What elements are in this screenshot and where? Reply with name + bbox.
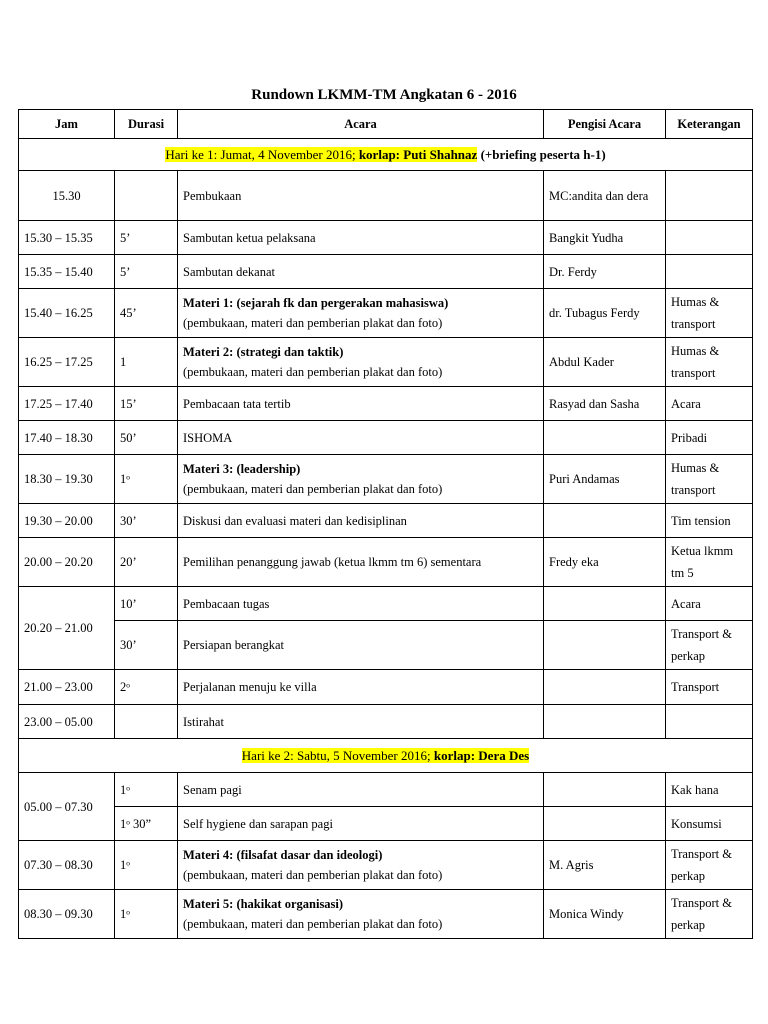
table-row [19, 171, 753, 221]
cell-keterangan: Tim tension [666, 504, 753, 538]
cell-durasi: 5’ [115, 221, 178, 255]
cell-durasi: 15’ [115, 387, 178, 421]
cell-jam: 19.30 – 20.00 [19, 504, 115, 538]
cell-acara [178, 289, 544, 338]
materi-title: Materi 3: (leadership) [183, 462, 301, 476]
cell-keterangan: Kak hana [666, 773, 753, 807]
pengisi-text: MC:andita dan dera [549, 188, 649, 203]
cell-acara: Pembukaan [178, 171, 544, 221]
cell-pengisi: Puri Andamas [544, 455, 666, 504]
cell-pengisi [544, 171, 666, 221]
cell-durasi: 1ᵒ [115, 455, 178, 504]
document-title: Rundown LKMM-TM Angkatan 6 - 2016 [251, 87, 517, 103]
cell-jam: 17.40 – 18.30 [19, 421, 115, 455]
table-row [19, 538, 753, 587]
cell-acara: Pemilihan penanggung jawab (ketua lkmm tm 6) sementara [178, 538, 544, 587]
cell-keterangan: Konsumsi [666, 807, 753, 841]
cell-acara: Istirahat [178, 705, 544, 739]
cell-keterangan: Transport [666, 670, 753, 705]
materi-title: Materi 5: (hakikat organisasi) [183, 897, 344, 911]
cell-keterangan: Humas & transport [666, 455, 753, 504]
cell-acara: Pembacaan tata tertib [178, 387, 544, 421]
materi-subtitle: (pembukaan, materi dan pemberian plakat dan foto) [183, 482, 443, 496]
cell-acara [178, 890, 544, 939]
cell-jam: 15.40 – 16.25 [19, 289, 115, 338]
cell-durasi: 10’ [115, 587, 178, 621]
cell-acara: Self hygiene dan sarapan pagi [178, 807, 544, 841]
table-row [19, 504, 753, 538]
cell-keterangan: Transport & perkap [666, 890, 753, 939]
table-row [19, 890, 753, 939]
cell-durasi: 30’ [115, 504, 178, 538]
cell-pengisi: Dr. Ferdy [544, 255, 666, 289]
cell-acara: Perjalanan menuju ke villa [178, 670, 544, 705]
cell-jam: 18.30 – 19.30 [19, 455, 115, 504]
cell-pengisi [544, 504, 666, 538]
cell-pengisi [544, 705, 666, 739]
cell-durasi [115, 171, 178, 221]
cell-pengisi: Abdul Kader [544, 338, 666, 387]
day-1-note: (+briefing peserta h-1) [477, 146, 606, 162]
table-row [19, 387, 753, 421]
table-row [19, 670, 753, 705]
cell-jam: 15.35 – 15.40 [19, 255, 115, 289]
table-header-row [19, 110, 753, 139]
materi-subtitle: (pembukaan, materi dan pemberian plakat dan foto) [183, 868, 443, 882]
cell-keterangan [666, 705, 753, 739]
cell-durasi: 30’ [115, 621, 178, 670]
cell-durasi: 1 [115, 338, 178, 387]
header-acara: Acara [178, 110, 544, 139]
cell-jam: 07.30 – 08.30 [19, 841, 115, 890]
day-2-korlap: korlap: Dera Des [433, 747, 530, 763]
table-row [19, 587, 753, 621]
cell-keterangan: Pribadi [666, 421, 753, 455]
materi-title: Materi 4: (filsafat dasar dan ideologi) [183, 848, 383, 862]
day-1-header-row [19, 139, 753, 171]
cell-jam: 15.30 [19, 171, 115, 221]
cell-pengisi [544, 621, 666, 670]
table-row [19, 455, 753, 504]
header-pengisi-acara: Pengisi Acara [544, 110, 666, 139]
table-row [19, 221, 753, 255]
cell-acara: Sambutan ketua pelaksana [178, 221, 544, 255]
cell-acara: ISHOMA [178, 421, 544, 455]
cell-pengisi: dr. Tubagus Ferdy [544, 289, 666, 338]
cell-pengisi [544, 807, 666, 841]
day-2-header-row [19, 739, 753, 773]
table-row [19, 421, 753, 455]
materi-title: Materi 2: (strategi dan taktik) [183, 345, 344, 359]
cell-acara: Persiapan berangkat [178, 621, 544, 670]
cell-pengisi [544, 421, 666, 455]
cell-pengisi [544, 773, 666, 807]
cell-durasi: 1ᵒ 30” [115, 807, 178, 841]
cell-durasi: 45’ [115, 289, 178, 338]
day-1-date: Hari ke 1: Jumat, 4 November 2016; [165, 146, 359, 162]
table-row [19, 705, 753, 739]
cell-durasi [115, 705, 178, 739]
cell-jam: 20.20 – 21.00 [19, 587, 115, 670]
header-durasi: Durasi [115, 110, 178, 139]
cell-jam: 21.00 – 23.00 [19, 670, 115, 705]
day-1-banner [19, 139, 753, 171]
rundown-table [18, 109, 753, 939]
header-jam: Jam [19, 110, 115, 139]
cell-durasi: 1ᵒ [115, 890, 178, 939]
materi-subtitle: (pembukaan, materi dan pemberian plakat dan foto) [183, 365, 443, 379]
cell-keterangan: Acara [666, 387, 753, 421]
cell-pengisi: Bangkit Yudha [544, 221, 666, 255]
day-2-banner [19, 739, 753, 773]
cell-pengisi: M. Agris [544, 841, 666, 890]
cell-keterangan [666, 255, 753, 289]
cell-pengisi [544, 670, 666, 705]
table-row [19, 841, 753, 890]
table-row [19, 289, 753, 338]
cell-pengisi: Monica Windy [544, 890, 666, 939]
cell-pengisi: Fredy eka [544, 538, 666, 587]
cell-jam: 17.25 – 17.40 [19, 387, 115, 421]
cell-keterangan [666, 171, 753, 221]
table-row [19, 255, 753, 289]
cell-keterangan: Acara [666, 587, 753, 621]
cell-jam: 16.25 – 17.25 [19, 338, 115, 387]
cell-durasi: 1ᵒ [115, 773, 178, 807]
cell-acara: Diskusi dan evaluasi materi dan kedisiplinan [178, 504, 544, 538]
cell-jam: 20.00 – 20.20 [19, 538, 115, 587]
cell-acara: Pembacaan tugas [178, 587, 544, 621]
cell-keterangan: Humas & transport [666, 289, 753, 338]
cell-jam: 23.00 – 05.00 [19, 705, 115, 739]
cell-keterangan: Ketua lkmm tm 5 [666, 538, 753, 587]
cell-acara [178, 338, 544, 387]
cell-pengisi [544, 587, 666, 621]
cell-keterangan: Humas & transport [666, 338, 753, 387]
cell-durasi: 1ᵒ [115, 841, 178, 890]
cell-acara: Sambutan dekanat [178, 255, 544, 289]
table-row [19, 621, 753, 670]
materi-title: Materi 1: (sejarah fk dan pergerakan mahasiswa) [183, 296, 449, 310]
cell-acara [178, 841, 544, 890]
day-1-korlap: korlap: Puti Shahnaz [358, 146, 478, 162]
cell-durasi: 50’ [115, 421, 178, 455]
materi-subtitle: (pembukaan, materi dan pemberian plakat dan foto) [183, 917, 443, 931]
cell-durasi: 5’ [115, 255, 178, 289]
cell-keterangan [666, 221, 753, 255]
materi-subtitle: (pembukaan, materi dan pemberian plakat dan foto) [183, 316, 443, 330]
header-keterangan: Keterangan [666, 110, 753, 139]
table-row [19, 338, 753, 387]
cell-durasi: 20’ [115, 538, 178, 587]
cell-jam: 05.00 – 07.30 [19, 773, 115, 841]
cell-durasi: 2ᵒ [115, 670, 178, 705]
cell-jam: 15.30 – 15.35 [19, 221, 115, 255]
cell-keterangan: Transport & perkap [666, 841, 753, 890]
cell-keterangan: Transport & perkap [666, 621, 753, 670]
cell-acara [178, 455, 544, 504]
cell-pengisi: Rasyad dan Sasha [544, 387, 666, 421]
table-row [19, 773, 753, 807]
cell-jam: 08.30 – 09.30 [19, 890, 115, 939]
table-row [19, 807, 753, 841]
day-2-date: Hari ke 2: Sabtu, 5 November 2016; [241, 747, 434, 763]
cell-acara: Senam pagi [178, 773, 544, 807]
